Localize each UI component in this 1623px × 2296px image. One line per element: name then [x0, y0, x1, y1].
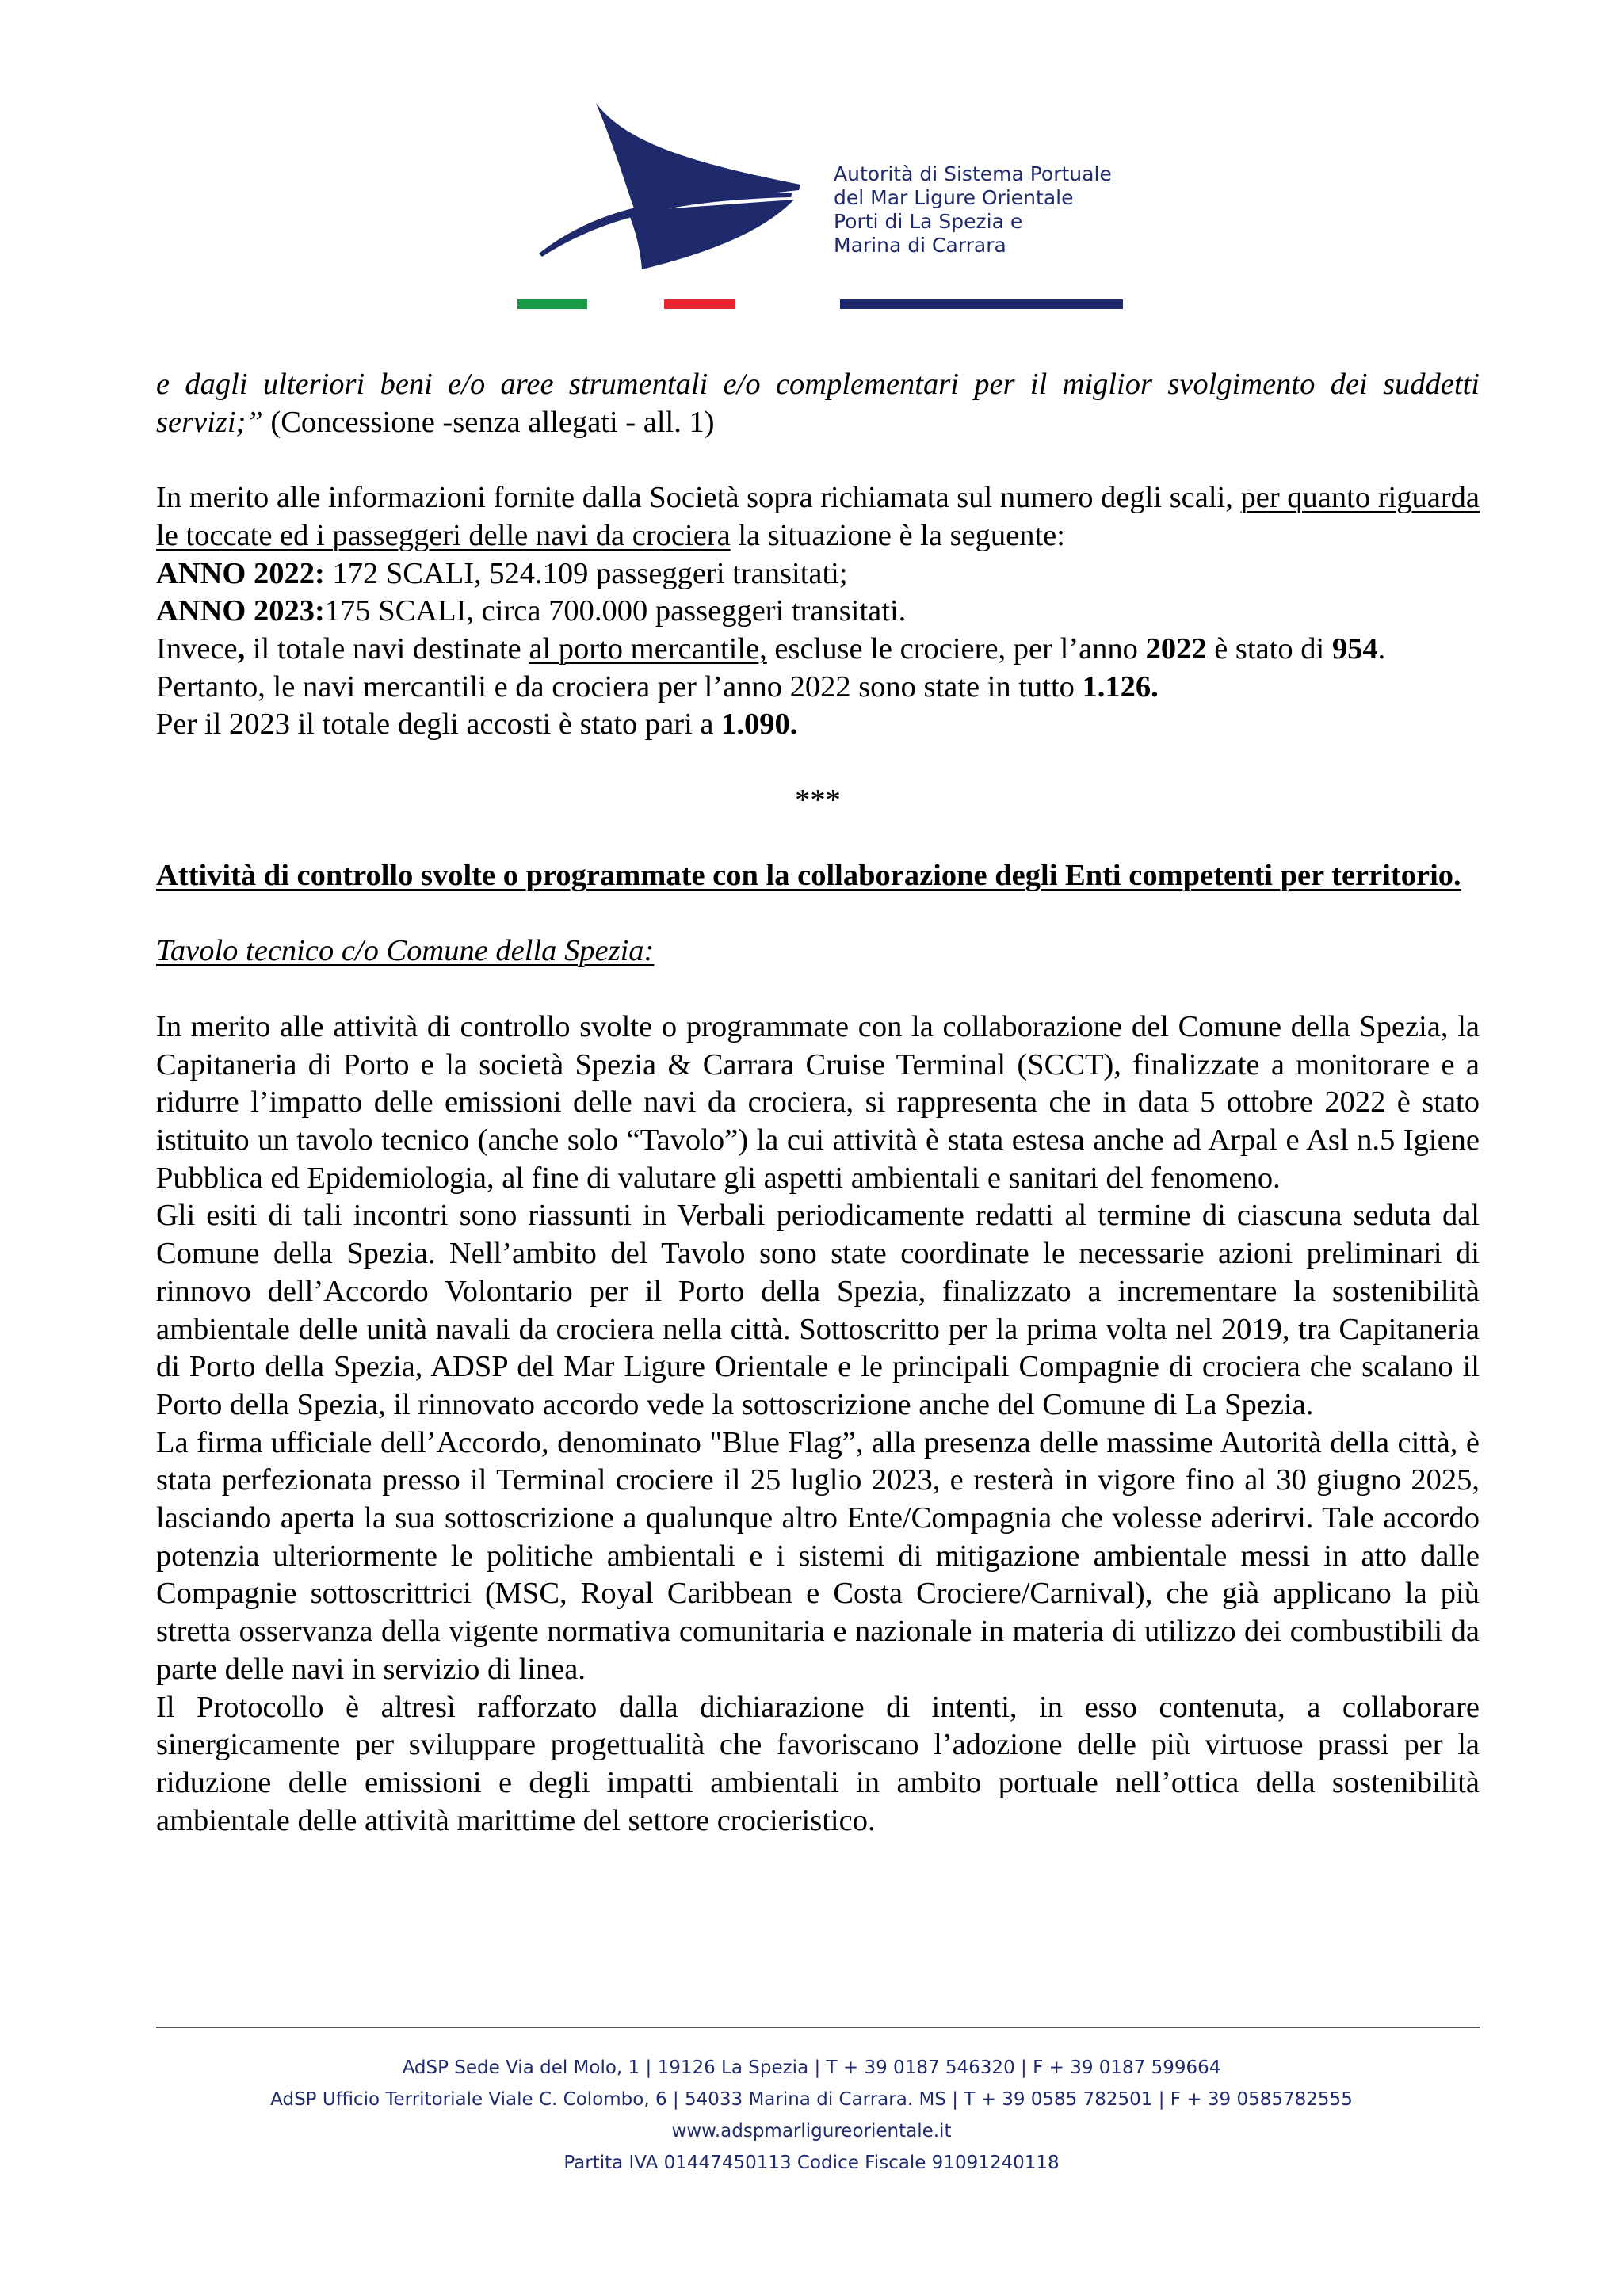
separator: ***	[795, 783, 841, 817]
underlined-text: al porto mercantile,	[529, 631, 767, 666]
paragraph-merito: In merito alle attività di controllo svolte o programmate con la collaborazione del Comune della Spezia, la Capitaneria di Porto e la società Spezia & Carrara Cruise Terminal (SCCT), finalizzate a monitorare e a ridurre l’impatto delle emissioni delle navi da crociera, si rappresenta che in data 5 ottobre 2022 è stato istituito un tavolo tecnico (anche solo “Tavolo”) la cui attività è stata estesa anche ad Arpal e Asl n.5 Igiene Pubblica ed Epidemiologia, al fine di valutare gli aspetti ambientali e sanitari del fenomeno.	[156, 1009, 1480, 1195]
ports-paragraph: In merito alle informazioni fornite dalla Società sopra richiamata sul numero degli scali, per quanto riguarda le toccate ed i passeggeri delle navi da crociera la situazione è la seguente:	[156, 481, 1480, 552]
subheading: Tavolo tecnico c/o Comune della Spezia:	[156, 934, 655, 968]
footer-address-branch: AdSP Ufficio Territoriale Viale C. Colombo, 6 | 54033 Marina di Carrara. MS | T + 39 0585 782501 | F + 39 0585782555	[270, 2089, 1353, 2110]
anno-2022-line: ANNO 2022: 172 SCALI, 524.109 passeggeri transitati;	[156, 556, 848, 590]
org-line: Marina di Carrara	[834, 234, 1006, 257]
pertanto-line: Pertanto, le navi mercantili e da crociera per l’anno 2022 sono state in tutto 1.126.	[156, 669, 1159, 704]
footer	[0, 2052, 1623, 2179]
authority-logo	[507, 99, 1141, 317]
intro-paragraph	[156, 366, 1480, 441]
invece-paragraph: Invece, il totale navi destinate al porto mercantile, escluse le crociere, per l’anno 2022 è stato di 954.	[156, 631, 1386, 666]
anno-2023-line: ANNO 2023:175 SCALI, circa 700.000 passeggeri transitati.	[156, 594, 907, 628]
document-body	[156, 366, 1480, 1840]
footer-website: www.adspmarligureorientale.it	[671, 2121, 952, 2142]
underlined-text: per quanto riguarda le toccate ed i passeggeri delle navi da crociera	[156, 481, 1480, 552]
footer-address-main: AdSP Sede Via del Molo, 1 | 19126 La Spezia | T + 39 0187 546320 | F + 39 0187 599664	[402, 2058, 1221, 2078]
footer-tax-ids: Partita IVA 01447450113 Codice Fiscale 91091240118	[563, 2153, 1060, 2173]
paragraph-firma: La firma ufficiale dell’Accordo, denominato "Blue Flag”, alla presenza delle massime Autorità della città, è stata perfezionata presso il Terminal crociere il 25 luglio 2023, e resterà in vigore fino al 30 giugno 2025, lasciando aperta la sua sottoscrizione a qualunque altro Ente/Compagnia che volesse aderirvi. Tale accordo potenzia ulteriormente le politiche ambientali e i sistemi di mitigazione ambientale messi in atto dalle Compagnie sottoscrittrici (MSC, Royal Caribbean e Costa Crociere/Carnival), che già applicano la più stretta osservanza della vigente normativa comunitaria e nazionale in materia di utilizzo dei combustibili da parte delle navi in servizio di linea.	[156, 1425, 1480, 1686]
paragraph-protocollo: Il Protocollo è altresì rafforzato dalla dichiarazione di intenti, in esso contenuta, a collaborare sinergicamente per sviluppare progettualità che favoriscano l’adozione delle più virtuose prassi per la riduzione delle emissioni e degli impatti ambientali in ambito portuale nell’ottica della sostenibilità ambientale delle attività marittime del settore crocieristico.	[156, 1690, 1480, 1837]
quoted-text: e dagli ulteriori beni e/o aree strumentali e/o complementari per il miglior svolgimento dei suddetti servizi;”	[156, 368, 1480, 439]
org-line: Autorità di Sistema Portuale	[834, 162, 1112, 185]
quoted-ref: (Concessione -senza allegati - all. 1)	[262, 405, 715, 439]
org-line: Porti di La Spezia e	[834, 210, 1023, 233]
org-line: del Mar Ligure Orientale	[834, 186, 1074, 209]
footer-divider	[156, 2027, 1480, 2028]
section-heading: Attività di controllo svolte o programmate con la collaborazione degli Enti competenti per territorio.	[156, 859, 1461, 893]
organization-name	[834, 162, 1119, 257]
total-2023-line: Per il 2023 il totale degli accosti è stato pari a 1.090.	[156, 707, 798, 742]
paragraph-esiti: Gli esiti di tali incontri sono riassunti in Verbali periodicamente redatti al termine di ciascuna seduta dal Comune della Spezia. Nell’ambito del Tavolo sono state coordinate le necessarie azioni preliminari di rinnovo dell’Accordo Volontario per il Porto della Spezia, finalizzato a incrementare la sostenibilità ambientale delle unità navali da crociera nella città. Sottoscritto per la prima volta nel 2019, tra Capitaneria di Porto della Spezia, ADSP del Mar Ligure Orientale e le principali Compagnie di crociera che scalano il Porto della Spezia, il rinnovato accordo vede la sottoscrizione anche del Comune di La Spezia.	[156, 1199, 1480, 1421]
